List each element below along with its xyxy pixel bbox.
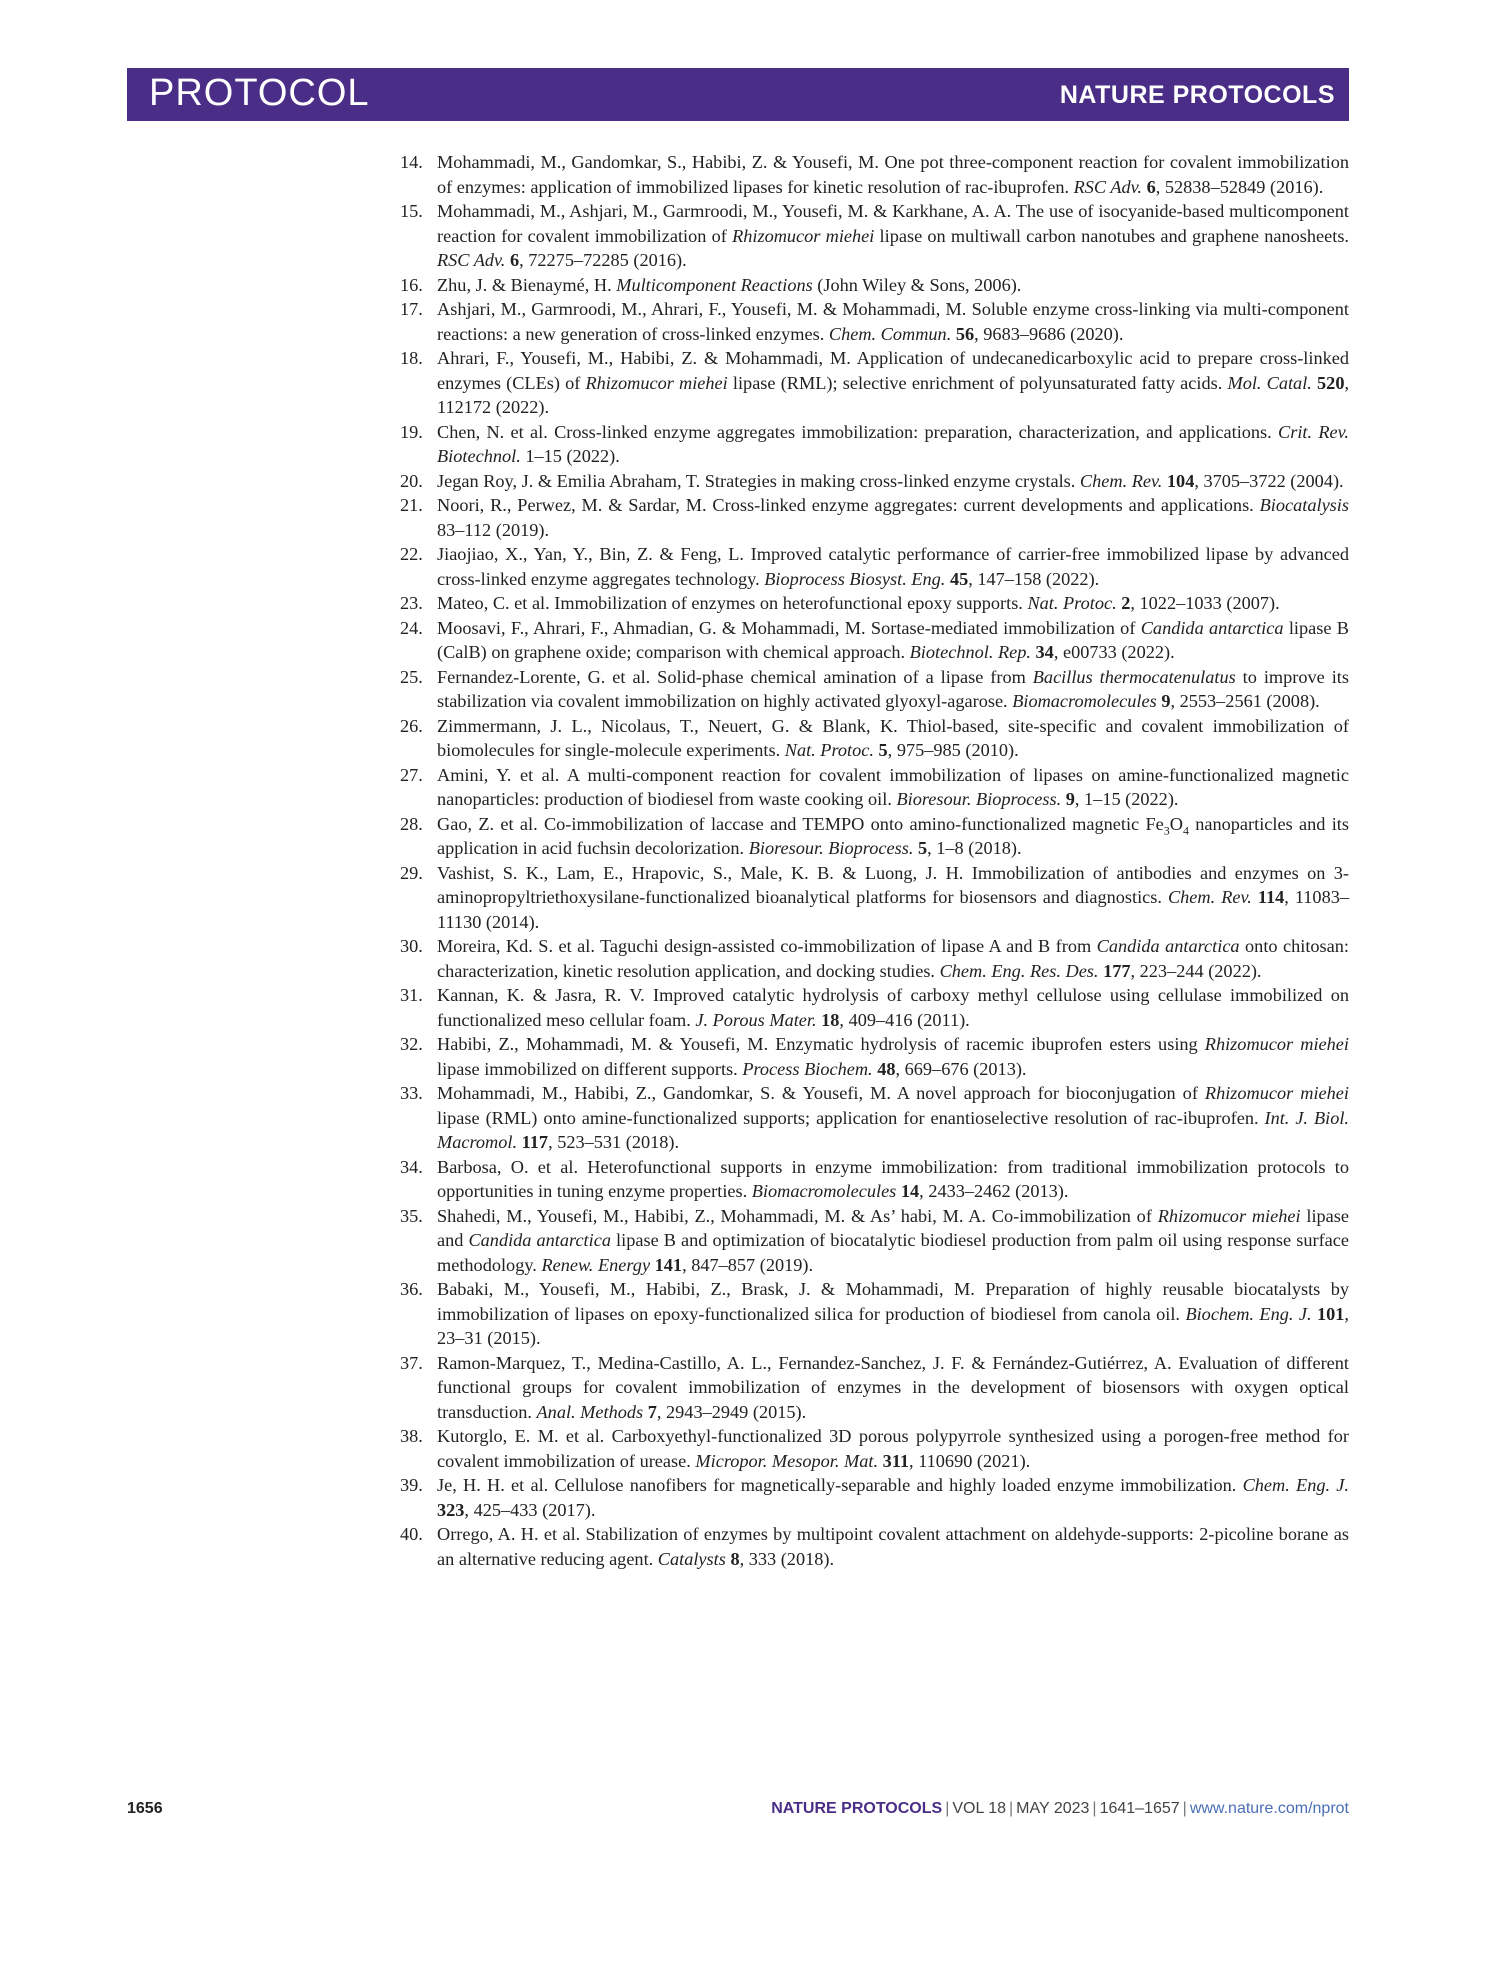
reference-number: 38. [400,1426,423,1446]
reference-list [400,150,1349,1571]
reference-number: 17. [400,299,423,319]
reference-number: 14. [400,152,423,172]
reference-number: 39. [400,1475,423,1495]
section-label: PROTOCOL [149,72,370,114]
footer-date: MAY 2023 [1016,1800,1090,1817]
reference-item [400,934,1349,983]
reference-text: Ahrari, F., Yousefi, M., Habibi, Z. & Mohammadi, M. Application of undecanedicarboxylic acid to prepare cross-linked enzymes (CLEs) of Rhizomucor miehei lipase (RML); selective enrichment of polyunsaturated fatty acids. Mol. Catal. 520, 112172 (2022). [437,348,1350,417]
reference-item [400,273,1349,298]
reference-text: Moreira, Kd. S. et al. Taguchi design-assisted co-immobilization of lipase A and B from Candida antarctica onto chitosan: characterization, kinetic resolution application, and docking studies. Chem. Eng. Res. Des. 177, 223–244 (2022). [437,936,1349,981]
reference-text: Orrego, A. H. et al. Stabilization of enzymes by multipoint covalent attachment on aldehyde-supports: 2-picoline borane as an alternative reducing agent. Catalysts 8, 333 (2018). [437,1524,1349,1569]
reference-item [400,1277,1349,1351]
reference-number: 30. [400,936,423,956]
reference-item [400,346,1349,420]
reference-item [400,983,1349,1032]
reference-number: 34. [400,1156,423,1177]
reference-number: 19. [400,421,423,442]
reference-text: Habibi, Z., Mohammadi, M. & Yousefi, M. Enzymatic hydrolysis of racemic ibuprofen esters using Rhizomucor miehei lipase immobilized on different supports. Process Biochem. 48, 669–676 (2013). [437,1034,1349,1079]
reference-item [400,542,1349,591]
reference-item [400,665,1349,714]
reference-number: 40. [400,1524,423,1544]
reference-item [400,1351,1349,1425]
reference-text: Mohammadi, M., Habibi, Z., Gandomkar, S. & Yousefi, M. A novel approach for bioconjugation of Rhizomucor miehei lipase (RML) onto amine-functionalized supports; application for enantioselective resolution of rac-ibuprofen. Int. J. Biol. Macromol. 117, 523–531 (2018). [437,1083,1349,1152]
reference-text: Ashjari, M., Garmroodi, M., Ahrari, F., Yousefi, M. & Mohammadi, M. Soluble enzyme cross-linking via multi-component reactions: a new generation of cross-linked enzymes. Chem. Commun. 56, 9683–9686 (2020). [437,299,1349,344]
reference-text: Kannan, K. & Jasra, R. V. Improved catalytic hydrolysis of carboxy methyl cellulose using cellulase immobilized on functionalized meso cellular foam. J. Porous Mater. 18, 409–416 (2011). [437,985,1349,1030]
reference-number: 18. [400,348,423,368]
reference-item [400,297,1349,346]
reference-text: Moosavi, F., Ahrari, F., Ahmadian, G. & Mohammadi, M. Sortase-mediated immobilization of Candida antarctica lipase B (CalB) on graphene oxide; comparison with chemical approach. Biotechnol. Rep. 34, e00733 (2022). [437,617,1349,662]
footer-citation: NATURE PROTOCOLS | VOL 18 | MAY 2023 | 1641–1657 | www.nature.com/nprot [771,1800,1349,1817]
reference-item [400,1424,1349,1473]
reference-text: Jegan Roy, J. & Emilia Abraham, T. Strategies in making cross-linked enzyme crystals. Chem. Rev. 104, 3705–3722 (2004). [437,470,1344,491]
reference-item [400,469,1349,494]
reference-text: Barbosa, O. et al. Heterofunctional supports in enzyme immobilization: from traditional immobilization protocols to opportunities in tuning enzyme properties. Biomacromolecules 14, 2433–2462 (2013). [437,1156,1349,1201]
reference-text: Kutorglo, E. M. et al. Carboxyethyl-functionalized 3D porous polypyrrole synthesized using a porogen-free method for covalent immobilization of urease. Micropor. Mesopor. Mat. 311, 110690 (2021). [437,1426,1349,1471]
reference-text: Mohammadi, M., Ashjari, M., Garmroodi, M., Yousefi, M. & Karkhane, A. A. The use of isocyanide-based multicomponent reaction for covalent immobilization of Rhizomucor miehei lipase on multiwall carbon nanotubes and graphene nanosheets. RSC Adv. 6, 72275–72285 (2016). [437,201,1350,270]
reference-item [400,1204,1349,1278]
reference-number: 27. [400,764,423,785]
page-number: 1656 [127,1800,163,1817]
reference-number: 33. [400,1083,423,1103]
reference-item [400,1473,1349,1522]
reference-text: Noori, R., Perwez, M. & Sardar, M. Cross-linked enzyme aggregates: current developments and applications. Biocatalysis 83–112 (2019). [437,495,1349,540]
reference-text: Jiaojiao, X., Yan, Y., Bin, Z. & Feng, L. Improved catalytic performance of carrier-free immobilized lipase by advanced cross-linked enzyme aggregates technology. Bioprocess Biosyst. Eng. 45, 147–158 (2022). [437,544,1349,589]
reference-item [400,616,1349,665]
footer-pages: 1641–1657 [1099,1800,1180,1817]
reference-item [400,861,1349,935]
reference-item [400,812,1349,861]
reference-number: 21. [400,495,423,515]
reference-text: Zhu, J. & Bienaymé, H. Multicomponent Reactions (John Wiley & Sons, 2006). [437,274,1022,295]
reference-number: 36. [400,1279,423,1299]
reference-text: Mateo, C. et al. Immobilization of enzymes on heterofunctional epoxy supports. Nat. Protoc. 2, 1022–1033 (2007). [437,593,1280,613]
reference-text: Je, H. H. et al. Cellulose nanofibers for magnetically-separable and highly loaded enzyme immobilization. Chem. Eng. J. 323, 425–433 (2017). [437,1475,1349,1520]
reference-text: Amini, Y. et al. A multi-component reaction for covalent immobilization of lipases on amine-functionalized magnetic nanoparticles: production of biodiesel from waste cooking oil. Bioresour. Bioprocess. 9, 1–15 (2022). [437,764,1349,809]
reference-item [400,714,1349,763]
reference-text: Babaki, M., Yousefi, M., Habibi, Z., Brask, J. & Mohammadi, M. Preparation of highly reusable biocatalysts by immobilization of lipases on epoxy-functionalized silica for production of biodiesel from canola oil. Biochem. Eng. J. 101, 23–31 (2015). [437,1279,1349,1348]
reference-number: 24. [400,617,423,638]
reference-text: Mohammadi, M., Gandomkar, S., Habibi, Z. & Yousefi, M. One pot three-component reaction for covalent immobilization of enzymes: application of immobilized lipases for kinetic resolution of rac-ibuprofen. RSC Adv. 6, 52838–52849 (2016). [437,152,1349,197]
reference-item [400,199,1349,273]
reference-text: Vashist, S. K., Lam, E., Hrapovic, S., Male, K. B. & Luong, J. H. Immobilization of antibodies and enzymes on 3-aminopropyltriethoxysilane-functionalized bioanalytical platforms for biosensors and diagnostics. Chem. Rev. 114, 11083–11130 (2014). [437,862,1349,932]
reference-item [400,1081,1349,1155]
reference-item [400,150,1349,199]
reference-text: Shahedi, M., Yousefi, M., Habibi, Z., Mohammadi, M. & As’ habi, M. A. Co-immobilization of Rhizomucor miehei lipase and Candida antarctica lipase B and optimization of biocatalytic biodiesel production from palm oil using response surface methodology. Renew. Energy 141, 847–857 (2019). [437,1205,1350,1275]
reference-item [400,1522,1349,1571]
reference-item [400,1032,1349,1081]
reference-number: 22. [400,544,423,564]
reference-number: 26. [400,715,423,736]
reference-number: 20. [400,470,423,491]
footer-journal-name: NATURE PROTOCOLS [771,1800,943,1817]
reference-number: 35. [400,1205,423,1226]
reference-number: 28. [400,813,423,834]
reference-text: Gao, Z. et al. Co-immobilization of laccase and TEMPO onto amino-functionalized magnetic $Fe_3O_4$ nanoparticles and its application in acid fuchsin decolorization. Bioresour. Bioprocess. 5, 1–8 (2018). [437,813,1349,858]
reference-text: Chen, N. et al. Cross-linked enzyme aggregates immobilization: preparation, characterization, and applications. Crit. Rev. Biotechnol. 1–15 (2022). [437,421,1349,466]
footer-url[interactable]: www.nature.com/nprot [1189,1800,1349,1817]
reference-number: 15. [400,201,423,221]
reference-text: Ramon-Marquez, T., Medina-Castillo, A. L., Fernandez-Sanchez, J. F. & Fernández-Gutiérrez, A. Evaluation of different functional groups for covalent immobilization of enzymes in the development of biosensors with oxygen optical transduction. Anal. Methods 7, 2943–2949 (2015). [437,1352,1349,1422]
footer-volume: VOL 18 [952,1800,1007,1817]
reference-number: 32. [400,1034,423,1054]
reference-item [400,493,1349,542]
reference-item [400,591,1349,616]
reference-number: 23. [400,593,423,613]
reference-text: Fernandez-Lorente, G. et al. Solid-phase chemical amination of a lipase from Bacillus thermocatenulatus to improve its stabilization via covalent immobilization on highly activated glyoxyl-agarose. Biomacromolecules 9, 2553–2561 (2008). [437,666,1349,711]
reference-item [400,1155,1349,1204]
reference-number: 29. [400,862,423,883]
reference-number: 16. [400,274,423,295]
reference-number: 31. [400,985,423,1005]
journal-name: NATURE PROTOCOLS [1059,81,1335,109]
reference-number: 37. [400,1352,423,1373]
reference-item [400,763,1349,812]
reference-text: Zimmermann, J. L., Nicolaus, T., Neuert, G. & Blank, K. Thiol-based, site-specific and covalent immobilization of biomolecules for single-molecule experiments. Nat. Protoc. 5, 975–985 (2010). [437,715,1349,760]
header-bar [127,68,1349,121]
reference-number: 25. [400,666,423,687]
reference-item [400,420,1349,469]
